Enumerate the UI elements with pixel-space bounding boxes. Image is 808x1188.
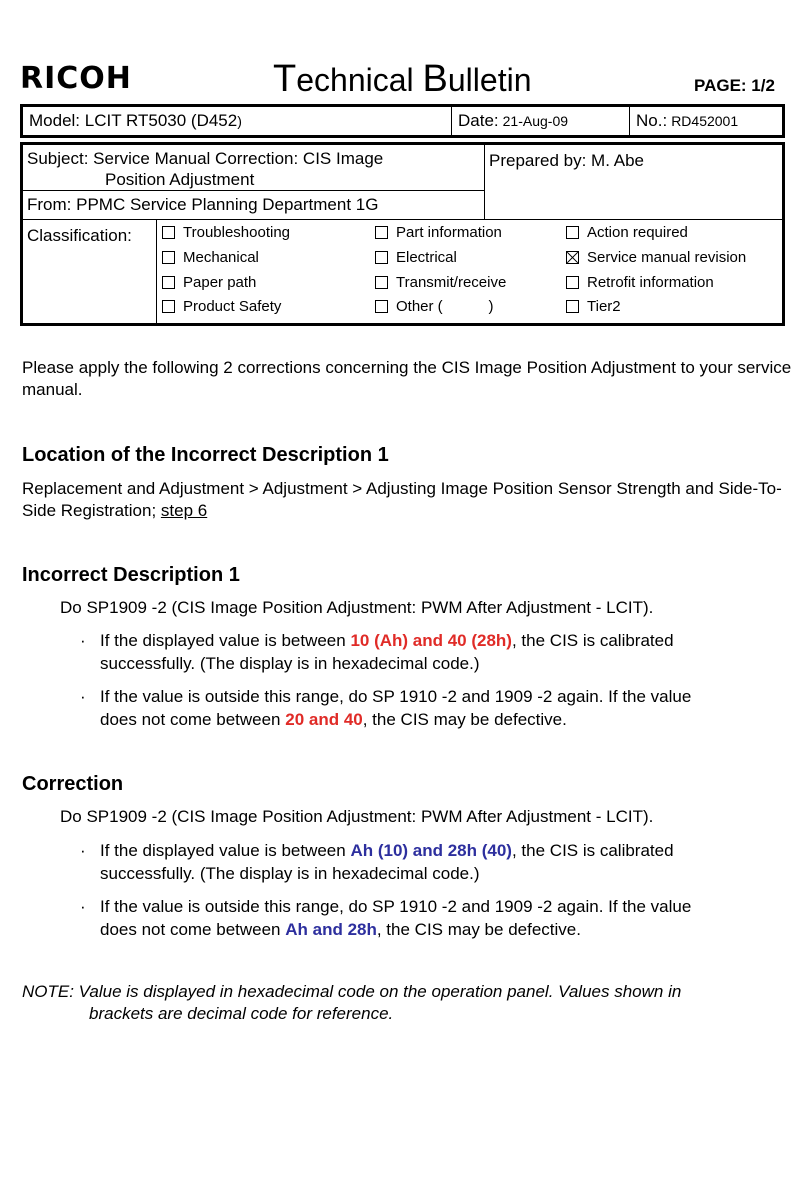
checkbox-icon[interactable] (375, 251, 388, 264)
location-heading: Location of the Incorrect Description 1 (22, 444, 389, 466)
bullet-dot: · (80, 687, 86, 706)
model-value: LCIT RT5030 (D452 (84, 111, 238, 130)
bullet-line (80, 839, 780, 862)
subject-cell (23, 145, 484, 191)
class-service-manual-revision[interactable] (566, 249, 746, 266)
bullet-continuation: successfully. (The display is in hexadecimal code.) (100, 864, 480, 883)
title-initial-t: T (273, 58, 297, 100)
bullet-text: If the displayed value is between (100, 631, 351, 650)
classification-grid (157, 220, 782, 324)
checkbox-icon[interactable] (162, 251, 175, 264)
class-label-text: Action required (587, 224, 688, 241)
correction-bullet-2 (80, 895, 780, 941)
correction-range-highlight: Ah (10) and 28h (40) (350, 841, 512, 860)
checkbox-icon[interactable] (162, 276, 175, 289)
ricoh-logo: RICOH (20, 61, 132, 96)
bullet-text: does not come between (100, 920, 286, 939)
note-line-2: brackets are decimal code for reference. (89, 1004, 394, 1023)
checkbox-icon[interactable] (162, 300, 175, 313)
note-line-1: NOTE: Value is displayed in hexadecimal code on the operation panel. Values shown in (22, 982, 682, 1001)
subject-row (23, 145, 782, 220)
number-value: RD452001 (671, 113, 739, 129)
class-label-text: Service manual revision (587, 249, 747, 266)
class-label-text: Other ( ) (396, 298, 494, 315)
location-text: Replacement and Adjustment > Adjustment > Adjusting Image Position Sensor Strength and Side-To-Side Registration; (22, 479, 782, 520)
checkbox-icon[interactable] (375, 276, 388, 289)
class-action-required[interactable] (566, 224, 688, 241)
bullet-text: , the CIS is calibrated (511, 841, 674, 860)
correction-value-highlight: Ah and 28h (285, 920, 377, 939)
class-paper-path[interactable] (162, 274, 256, 291)
bullet-line: If the value is outside this range, do SP 1910 -2 and 1909 -2 again. If the value (100, 687, 692, 706)
class-label-text: Troubleshooting (183, 224, 291, 241)
incorrect-range-highlight: 10 (Ah) and 40 (28h) (350, 631, 512, 650)
bullet-text: , the CIS is calibrated (511, 631, 674, 650)
class-transmit-receive[interactable] (375, 274, 506, 291)
date-value: 21-Aug-09 (502, 113, 569, 129)
bullet-text: does not come between (100, 710, 286, 729)
checkbox-icon[interactable] (566, 226, 579, 239)
checkbox-icon[interactable] (375, 300, 388, 313)
note-paragraph (22, 981, 792, 1025)
from-cell: From: PPMC Service Planning Department 1G (27, 195, 379, 214)
class-other[interactable] (375, 298, 494, 315)
model-cell (23, 107, 452, 135)
class-electrical[interactable] (375, 249, 457, 266)
document-title (273, 60, 531, 98)
number-label: No.: (636, 111, 668, 130)
incorrect-intro: Do SP1909 -2 (CIS Image Position Adjustment: PWM After Adjustment - LCIT). (60, 598, 654, 617)
bullet-dot: · (80, 841, 86, 860)
subject-box (20, 142, 785, 326)
class-tier2[interactable] (566, 298, 621, 315)
location-paragraph (22, 478, 792, 522)
class-label-text: Part information (396, 224, 502, 241)
subject-left-column (23, 145, 485, 219)
bullet-text: , the CIS may be defective. (376, 920, 581, 939)
incorrect-bullet-2 (80, 685, 780, 731)
subject-label: Subject: (27, 149, 89, 168)
checkbox-icon[interactable] (566, 276, 579, 289)
bullet-dot: · (80, 897, 86, 916)
class-label-text: Tier2 (587, 298, 621, 315)
title-part-2: ulletin (447, 62, 532, 98)
location-step: step 6 (160, 501, 208, 520)
class-mechanical[interactable] (162, 249, 259, 266)
number-cell (630, 107, 782, 135)
checkbox-icon[interactable] (566, 300, 579, 313)
date-label: Date: (458, 111, 499, 130)
model-info-box (20, 104, 785, 138)
class-label-text: Electrical (396, 249, 457, 266)
bullet-continuation (80, 918, 780, 941)
checkbox-icon[interactable] (162, 226, 175, 239)
correction-intro: Do SP1909 -2 (CIS Image Position Adjustment: PWM After Adjustment - LCIT). (60, 807, 654, 826)
bullet-text: If the displayed value is between (100, 841, 351, 860)
model-label: Model: (29, 111, 81, 130)
bullet-line (80, 629, 780, 652)
class-product-safety[interactable] (162, 298, 281, 315)
class-label-text: Transmit/receive (396, 274, 507, 291)
page-number: PAGE: 1/2 (694, 76, 775, 95)
model-paren: ) (237, 113, 242, 129)
title-initial-b: B (422, 58, 448, 100)
checked-checkbox-icon[interactable] (566, 251, 579, 264)
prepared-by: Prepared by: M. Abe (489, 151, 644, 170)
incorrect-value-highlight: 20 and 40 (285, 710, 363, 729)
subject-text-2: Position Adjustment (105, 170, 255, 189)
class-label-text: Paper path (183, 274, 257, 291)
class-label-text: Retrofit information (587, 274, 714, 291)
class-part-information[interactable] (375, 224, 502, 241)
intro-paragraph: Please apply the following 2 corrections concerning the CIS Image Position Adjustment to your service manual. (22, 358, 792, 399)
bullet-continuation (80, 708, 780, 731)
title-part-1: echnical (296, 62, 423, 98)
correction-heading: Correction (22, 773, 124, 795)
class-retrofit-information[interactable] (566, 274, 714, 291)
bullet-continuation: successfully. (The display is in hexadecimal code.) (100, 654, 480, 673)
incorrect-heading: Incorrect Description 1 (22, 564, 240, 586)
incorrect-bullet-1 (80, 629, 780, 675)
correction-bullet-1 (80, 839, 780, 885)
class-label-text: Product Safety (183, 298, 282, 315)
class-label-text: Mechanical (183, 249, 259, 266)
class-troubleshooting[interactable] (162, 224, 290, 241)
bullet-text: , the CIS may be defective. (362, 710, 567, 729)
subject-line-1 (27, 148, 484, 169)
checkbox-icon[interactable] (375, 226, 388, 239)
bullet-line: If the value is outside this range, do SP 1910 -2 and 1909 -2 again. If the value (100, 897, 692, 916)
classification-row (23, 220, 782, 324)
subject-text-1: Service Manual Correction: CIS Image (93, 149, 384, 168)
classification-label: Classification: (23, 220, 157, 324)
bullet-dot: · (80, 631, 86, 650)
date-cell (452, 107, 630, 135)
